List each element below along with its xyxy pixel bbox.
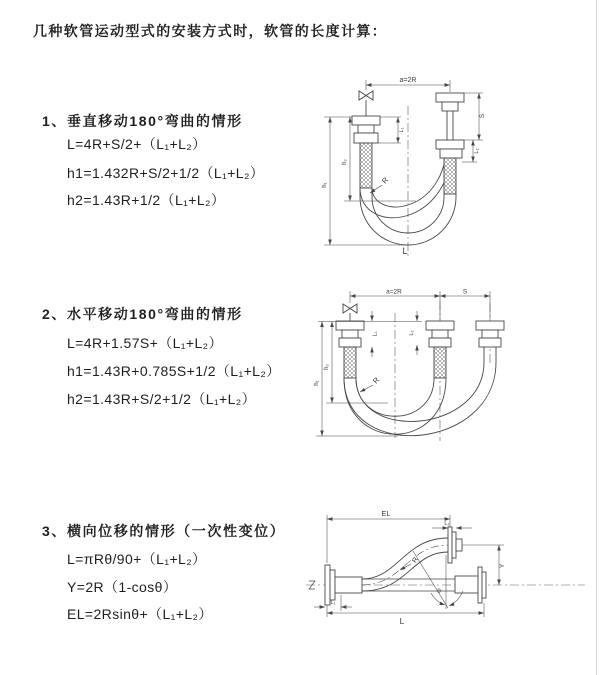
dim-label-s: S	[479, 113, 486, 119]
left-fitting	[336, 321, 364, 347]
section-3-formula-el: EL=2Rsinθ+（L₁+L₂）	[67, 606, 213, 622]
braided-section-left	[344, 347, 356, 378]
radius-label: R	[379, 175, 391, 186]
section-1-heading: 1、垂直移动180°弯曲的情形	[42, 113, 243, 129]
page-edge-line	[596, 0, 597, 675]
dim-label-h1: h₁	[322, 182, 328, 188]
section-3-formula-l: L=πRθ/90+（L₁+L₂）	[67, 551, 207, 567]
dim-label-h2: h₂	[342, 159, 348, 165]
dim-label-a2r: a=2R	[399, 77, 417, 84]
right-fitting	[476, 321, 504, 347]
right-fitting-upper	[436, 93, 464, 111]
page-title: 几种软管运动型式的安装方式时，软管的长度计算：	[33, 23, 388, 39]
dim-label-l2: L₂	[409, 330, 415, 336]
dim-label-y: Y	[499, 563, 506, 569]
dim-label-h2: h₂	[324, 364, 330, 370]
section-3-heading: 3、横向位移的情形（一次性变位）	[42, 523, 286, 539]
section-2-formula-h2: h2=1.43R+S/2+1/2（L₁+L₂）	[67, 391, 257, 407]
valve-icon	[359, 91, 373, 100]
radius-label: R	[411, 556, 420, 565]
diagram-lateral-displacement	[298, 503, 593, 648]
dim-label-l1: L₁	[372, 331, 379, 337]
dim-label-a2r: a=2R	[386, 288, 402, 296]
braided-section-middle	[434, 347, 446, 378]
dim-label-l2: L₂	[444, 521, 450, 527]
left-fitting	[352, 116, 380, 143]
dim-label-l2: L₂	[474, 148, 480, 154]
radius-label: R	[370, 375, 382, 386]
dim-label-h1: h₁	[314, 380, 320, 386]
diagram-vertical-180-bend	[310, 70, 580, 260]
section-3-formula-y: Y=2R（1-cosθ）	[67, 579, 178, 595]
section-2-formula-l: L=4R+1.57S+（L₁+L₂）	[67, 335, 223, 351]
diagram-horizontal-180-bend	[310, 283, 590, 461]
section-2-heading: 2、水平移动180°弯曲的情形	[42, 306, 243, 322]
upper-right-flange	[448, 527, 462, 563]
angle-label: θ	[437, 588, 441, 595]
dim-label-l1: L₁	[330, 600, 336, 606]
dim-label-l1: L₁	[399, 127, 405, 133]
section-2-formula-h1: h1=1.43R+0.785S+1/2（L₁+L₂）	[67, 363, 281, 379]
middle-fitting	[426, 321, 454, 347]
right-fitting-lower	[436, 140, 464, 158]
dimension-lines	[316, 288, 490, 436]
braided-section-right	[444, 158, 456, 194]
hose-displaced-position	[362, 538, 448, 591]
dimension-lines	[314, 515, 504, 617]
dim-label-el: EL	[381, 509, 391, 518]
left-flange	[325, 565, 362, 605]
dim-label-s: S	[462, 288, 468, 296]
dim-label-l: L	[399, 616, 405, 626]
section-1-formula-l: L=4R+S/2+（L₁+L₂）	[67, 136, 207, 152]
braided-section-left	[360, 143, 372, 188]
length-label: L	[402, 246, 408, 256]
section-1-formula-h1: h1=1.432R+S/2+1/2（L₁+L₂）	[67, 165, 265, 181]
valve-icon	[343, 304, 357, 313]
lower-right-flange	[455, 567, 486, 603]
section-1-formula-h2: h2=1.43R+1/2（L₁+L₂）	[67, 192, 226, 208]
hose-u-bends	[344, 347, 496, 436]
